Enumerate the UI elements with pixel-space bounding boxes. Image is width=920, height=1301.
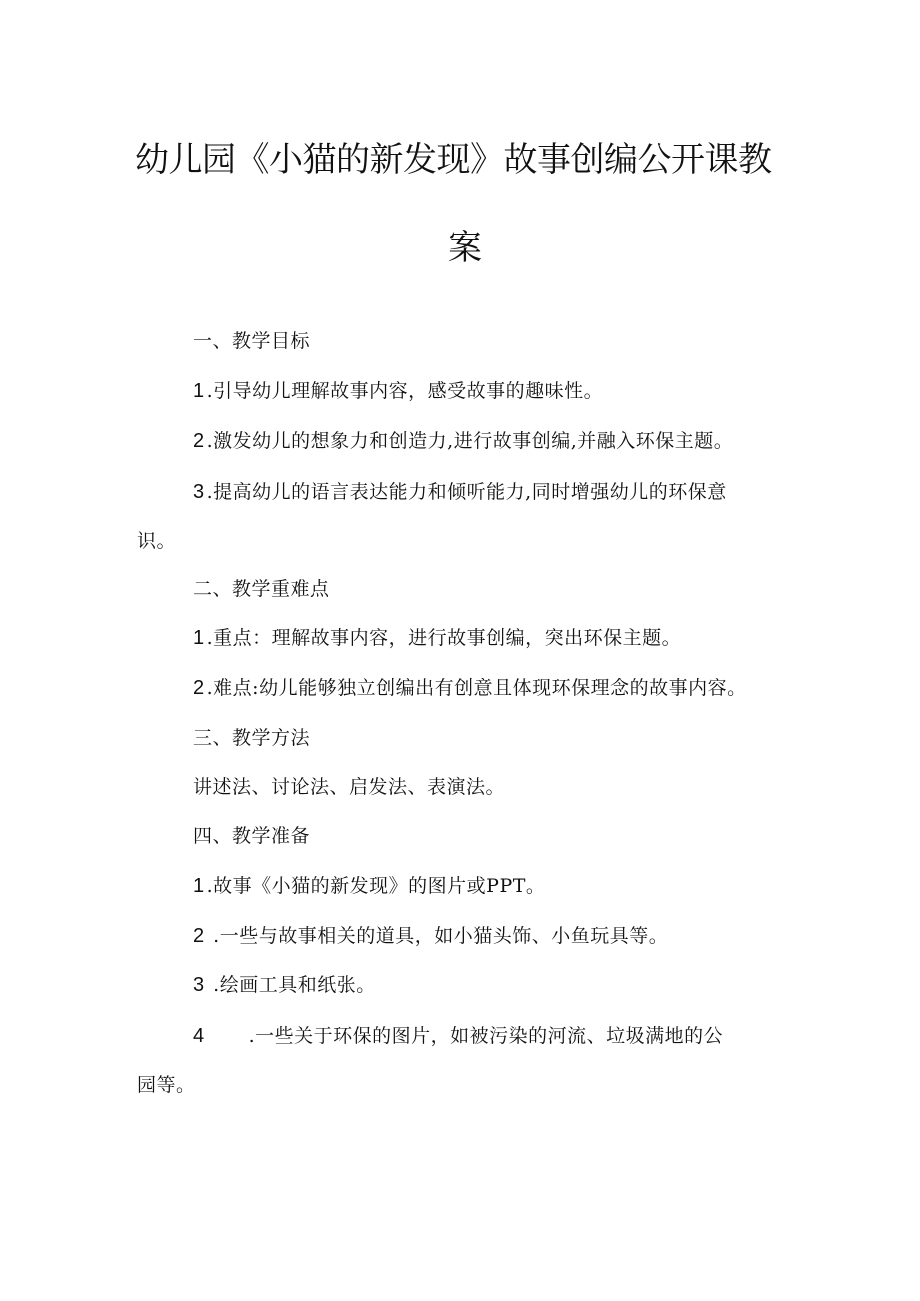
list-item [193, 922, 668, 950]
list-item-continuation: 园等。 [137, 1074, 196, 1096]
list-item-text: .激发幼儿的想象力和创造力,进行故事创编,并融入环保主题。 [206, 430, 734, 452]
document-title: 幼儿园《小猫的新发现》故事创编公开课教 [135, 140, 772, 180]
list-item [193, 427, 733, 455]
section-heading-preparation: 四、教学准备 [193, 825, 311, 847]
list-item [193, 478, 727, 506]
list-item-number: 3 [193, 974, 205, 996]
list-item-number: 4 [193, 1025, 205, 1047]
list-item-number: 1 [193, 380, 205, 402]
list-item [193, 1022, 723, 1050]
list-item-text: .重点：理解故事内容，进行故事创编，突出环保主题。 [206, 627, 682, 649]
list-item-number: 1 [193, 627, 205, 649]
methods-text: 讲述法、讨论法、启发法、表演法。 [193, 776, 506, 798]
list-item-number: 2 [193, 677, 205, 699]
list-item [193, 971, 376, 999]
list-item-text: .故事《小猫的新发现》的图片或PPT。 [206, 875, 546, 897]
section-heading-objectives: 一、教学目标 [193, 330, 311, 352]
section-heading-methods: 三、教学方法 [193, 727, 311, 749]
list-item-number: 1 [193, 875, 205, 897]
list-item-text: .一些关于环保的图片，如被污染的河流、垃圾满地的公 [248, 1025, 724, 1047]
list-item-continuation: 识。 [137, 530, 177, 552]
list-item [193, 624, 681, 652]
list-item-number: 3 [193, 481, 205, 503]
list-item [193, 872, 545, 900]
document-title-continuation: 案 [448, 228, 482, 268]
list-item-text: .引导幼儿理解故事内容，感受故事的趣味性。 [206, 380, 604, 402]
list-item-number: 2 [193, 430, 205, 452]
list-item-text: .绘画工具和纸张。 [206, 974, 376, 996]
list-item-number: 2 [193, 925, 205, 947]
list-item-text: .一些与故事相关的道具，如小猫头饰、小鱼玩具等。 [206, 925, 669, 947]
list-item-text: .提高幼儿的语言表达能力和倾听能力,同时增强幼儿的环保意 [206, 481, 727, 503]
list-item-text: .难点:幼儿能够独立创编出有创意且体现环保理念的故事内容。 [206, 677, 747, 699]
list-item [193, 377, 603, 405]
section-heading-key-points: 二、教学重难点 [193, 578, 330, 600]
list-item [193, 674, 747, 702]
